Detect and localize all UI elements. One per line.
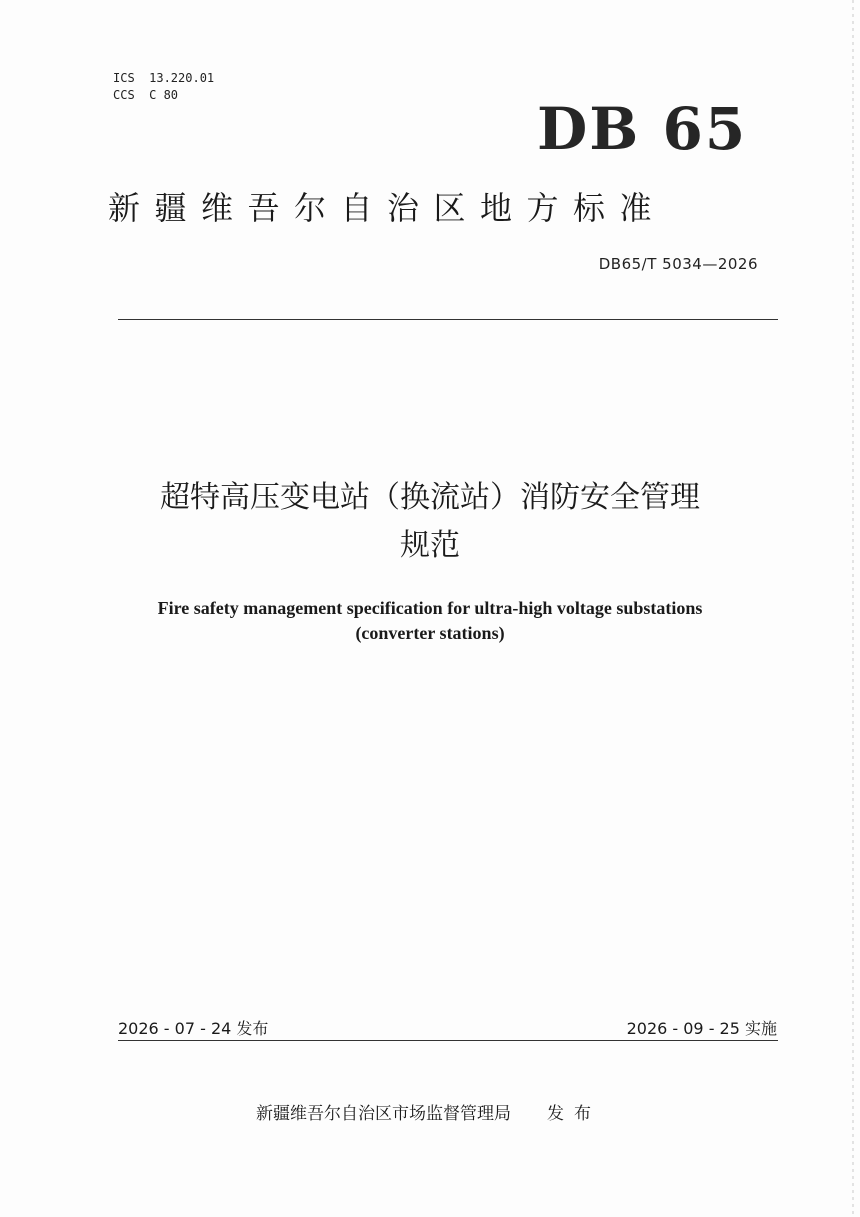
issued-label: 发布	[547, 1104, 601, 1124]
db65-logo: DB 65	[537, 95, 748, 163]
issue-date: 2026 - 07 - 24 发布	[118, 1019, 269, 1038]
implementation-date: 2026 - 09 - 25 实施	[626, 1019, 777, 1038]
ics-code: ICS 13.220.01	[113, 71, 215, 85]
chinese-title-line-1: 超特高压变电站（换流站）消防安全管理	[160, 480, 700, 515]
publisher-line	[256, 1099, 601, 1124]
standard-number: DB65/T 5034—2026	[598, 255, 758, 273]
ccs-code: CCS C 80	[113, 88, 179, 102]
publisher-name: 新疆维吾尔自治区市场监督管理局	[256, 1104, 511, 1124]
chinese-title-line-2: 规范	[400, 528, 460, 563]
english-title	[100, 596, 760, 646]
standard-type-heading: 新疆维吾尔自治区地方标准	[108, 189, 667, 227]
scan-edge	[852, 0, 854, 1217]
english-title-line-1: Fire safety management specification for ultra-high voltage substations	[157, 598, 703, 618]
bottom-divider	[118, 1040, 778, 1041]
classification-codes	[113, 70, 214, 104]
top-divider	[118, 319, 778, 320]
chinese-title	[100, 474, 760, 570]
english-title-line-2: (converter stations)	[355, 623, 505, 643]
